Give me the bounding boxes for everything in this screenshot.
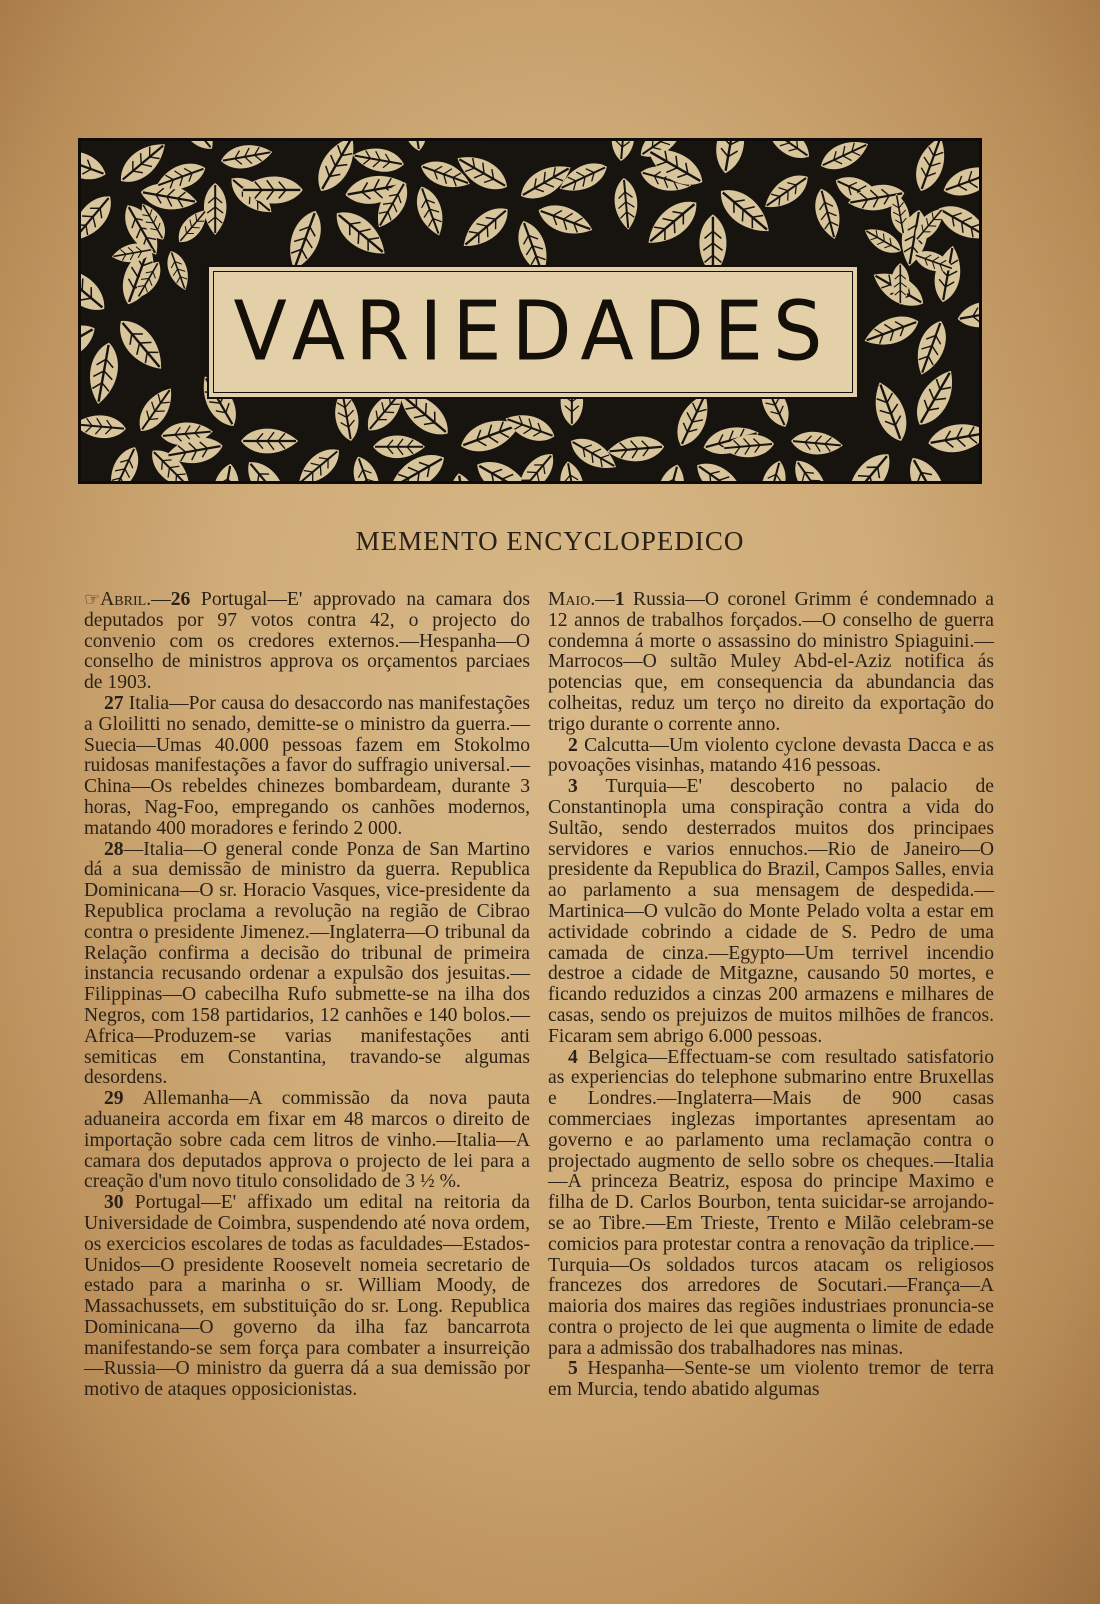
chronicle-entry [548,777,994,1047]
entry-day: 28 [104,838,124,860]
chronicle-entry [548,736,994,778]
entry-day: 30 [104,1192,124,1214]
entry-day: 29 [104,1088,124,1110]
section-subtitle: MEMENTO ENCYCLOPEDICO [355,526,745,556]
left-column [84,590,530,1401]
entry-text: Hespanha—Sente-se um violento tremor de terra em Murcia, tendo abatido algumas [548,1358,994,1401]
chronicle-entry [548,1048,994,1360]
entry-month: Maio [548,589,591,610]
title-plate [207,265,859,399]
pointing-hand-icon: ☞ [84,589,101,610]
entry-day: 26 [170,589,191,610]
entry-text: —Italia—O general conde Ponza de San Martino dá a sua demissão de ministro da guerra. Republica Dominicana—O sr. Horacio Vasques, vice-presidente da Republica proclama a revolução na região de Cibrao contra o presidente Jimenez.—Inglaterra—O tribunal da Relação confirma a decisão do tribunal de primeira instancia recusando ordenar a expulsão dos jesuitas.—Filippinas—O cabecilha Rufo submette-se na ilha dos Negros, com 158 partidarios, 12 canhões e 140 bolos.—Africa—Produzem-se varias manifestações anti semiticas em Constantina, travando-se algumas desordens. [84,838,530,1089]
entry-text: Turquia—E' descoberto no palacio de Constantinopla uma conspiração contra a vida do Sultão, sendo desterrados muitos dos principaes servidores e varios ennuchos.—Rio de Janeiro—O presidente da Republica do Brazil, Campos Salles, envia ao parlamento a sua mensagem de despedida.—Martinica—O vulcão do Monte Pelado volta a estar em actividade cobrindo a cidade de S. Pedro de uma camada de cinza.—Egypto—Um terrivel incendio destroe a cidade de Mitgazne, causando 50 mortes, e ficando reduzidos a cinzas 200 armazens e milhares de casas, sendo os prejuizos de muitos milhões de francos. Ficaram sem abrigo 6.000 pessoas. [548,776,994,1047]
entry-day: 27 [104,692,124,714]
chronicle-entry [84,1089,530,1193]
chronicle-entry [84,1193,530,1401]
right-column [548,590,994,1401]
entry-text: Allemanha—A commissão da nova pauta aduaneira accorda em fixar em 48 marcos o direito de importação sobre cada cem litros de vinho.—Italia—A camara dos deputados approva o projecto de lei para a creação d'um novo titulo consolidado de 3 ½ %. [84,1088,530,1193]
entry-month: Abril [100,589,147,610]
entry-day: 5 [568,1358,578,1380]
entry-day: 1 [614,589,625,610]
entry-day: 4 [568,1046,578,1068]
chronicle-entry [84,840,530,1090]
chronicle-entry [548,1359,994,1401]
chronicle-entry: ☞Abril.—26 Portugal—E' approvado na camara dos deputados por 97 votos contra 42, o projecto do convenio com os credores externos.—Hespanha—O conselho de ministros approva os orçamentos parciaes de 1903. [84,589,530,694]
entry-day: 3 [568,776,578,798]
page-title: VARIEDADES [233,284,833,380]
entry-text: Portugal—E' approvado na camara dos deputados por 97 votos contra 42, o projecto do convenio com os credores externos.—Hespanha—O conselho de ministros approva os orçamentos parciaes de 1903. [84,589,530,694]
entry-text: Calcutta—Um violento cyclone devasta Dacca e as povoações visinhas, matando 416 pessoas. [548,734,994,777]
entry-text: Portugal—E' affixado um edital na reitoria da Universidade de Coimbra, suspendendo até nova ordem, os exercicios escolares de todas as faculdades—Estados-Unidos—O presidente Roosevelt nomeia secretario de estado para a marinha o sr. William Moody, de Massachussets, em substituição do sr. Long. Republica Dominicana—O governo da ilha faz bancarrota manifestando-se sem força para combater a insurreição—Russia—O ministro da guerra dá a sua demissão por motivo de ataques opposicionistas. [84,1192,530,1401]
chronicle-entry: Maio.—1 Russia—O coronel Grimm é condemnado a 12 annos de trabalhos forçados.—O conselho de guerra condemna á morte o assassino do ministro Spiaguini.—Marrocos—O sultão Muley Abd-el-Aziz notifica ás potencias que, em consequencia da abundancia das colheitas, reduz um terço no direito da exportação do trigo durante o corrente anno. [548,589,994,735]
banner-header [78,138,982,484]
chronicle-entry [84,694,530,840]
entry-text: Belgica—Effectuam-se com resultado satisfatorio as experiencias do telephone submarino entre Bruxellas e Londres.—Inglaterra—Mais de 900 casas commerciaes inglezas importantes apresentam ao governo e ao parlamento uma reclamação contra o projectado augmento de sello sobre os cheques.—Italia—A princeza Beatriz, esposa do principe Maximo e filha de D. Carlos Bourbon, tenta suicidar-se arrojando-se ao Tibre.—Em Trieste, Trento e Milão celebram-se comicios para protestar contra a renovação da triplice.—Turquia—Os soldados turcos atacam os religiosos francezes dos arredores de Socutari.—França—A maioria dos maires das regiões industriaes pronuncia-se contra o projecto de lei que augmenta o limite de edade para a admissão dos trabalhadores nas minas. [548,1046,994,1359]
entry-text: Italia—Por causa do desaccordo nas manifestações a Gloilitti no senado, demitte-se o ministro da guerra.—Suecia—Umas 40.000 pessoas fazem em Stokolmo ruidosas manifestações a favor do suffragio universal.— China—Os rebeldes chinezes bombardeam, durante 3 horas, Nag-Foo, empregando os canhões modernos, matando 400 moradores e ferindo 2 000. [84,692,530,839]
entry-text: Russia—O coronel Grimm é condemnado a 12 annos de trabalhos forçados.—O conselho de guerra condemna á morte o assassino do ministro Spiaguini.—Marrocos—O sultão Muley Abd-el-Aziz notifica ás potencias que, em consequencia da abundancia das colheitas, reduz um terço no direito da exportação do trigo durante o corrente anno. [548,589,994,735]
entry-day: 2 [568,734,578,756]
